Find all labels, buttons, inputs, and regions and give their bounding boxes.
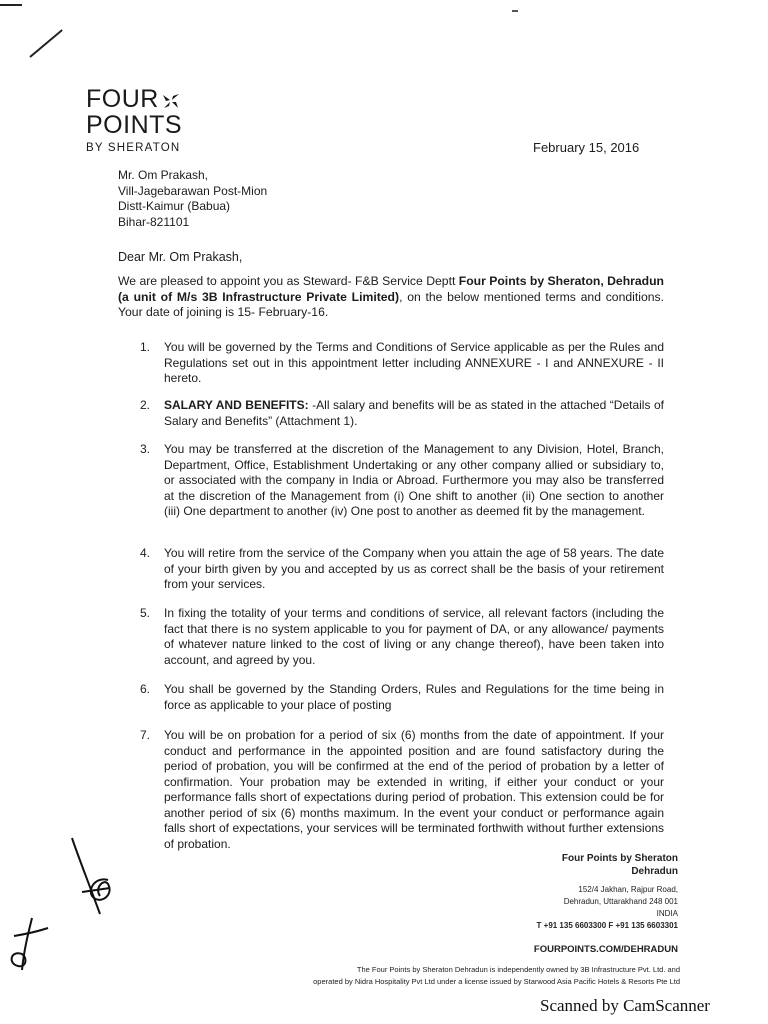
- clause-4: [140, 546, 664, 593]
- clause-number: 1.: [140, 340, 151, 354]
- clause-number: 3.: [140, 442, 151, 456]
- clause-1: [140, 340, 664, 387]
- footer-city: Dehradun: [631, 866, 678, 877]
- logo-star-icon: [161, 92, 181, 110]
- clause-heading: SALARY AND BENEFITS:: [164, 398, 309, 412]
- clause-text: You may be transferred at the discretion of the Management to any Division, Hotel, Branch, Department, Office, Establishment Undertaking or any other company allied or subsidiary to, or associated with the company in India or Abroad. Furthermore you may also be transferred at the discretion of the Management from (i) One shift to another (ii) One section to another (iii) One department to another (iv) One post to another as deemed fit by the management.: [164, 442, 664, 518]
- clause-3: [140, 442, 664, 520]
- logo-line-1: FOUR: [86, 85, 159, 113]
- initials-mark: [4, 914, 54, 974]
- recipient-address: [118, 168, 267, 230]
- address-line: Bihar-821101: [118, 214, 190, 229]
- footer-address-1: 152/4 Jakhan, Rajpur Road,: [578, 885, 678, 894]
- address-line: Distt-Kaimur (Babua): [118, 199, 231, 213]
- hotel-logo: [86, 86, 182, 154]
- clause-text: You shall be governed by the Standing Orders, Rules and Regulations for the time being in force as applicable to your place of posting: [164, 682, 664, 712]
- scan-mark: [0, 4, 22, 6]
- scanner-watermark: Scanned by CamScanner: [540, 996, 710, 1015]
- intro-paragraph: [118, 274, 664, 321]
- clause-text: You will retire from the service of the Company when you attain the age of 58 years. The date of your birth given by you and accepted by us as correct shall be the basis of your retirement from your services.: [164, 546, 664, 591]
- clause-text: In fixing the totality of your terms and conditions of service, all relevant factors (including the fact that there is no system applicable to you for payment of DA, or any allowance/ payments of whatever nature linked to the cost of living or any change thereof), have been taken into account, and agreed by you.: [164, 606, 664, 667]
- address-line: Vill-Jagebarawan Post-Mion: [118, 183, 268, 198]
- letter-date: February 15, 2016: [533, 140, 640, 155]
- clause-number: 6.: [140, 682, 151, 696]
- clause-number: 4.: [140, 546, 151, 560]
- clause-text: You will be governed by the Terms and Conditions of Service applicable as per the Rules and Regulations set out in this appointment letter including ANNEXURE - I and ANNEXURE - II hereto.: [164, 340, 664, 385]
- intro-text-end: , on the below mentioned terms and conditions. Your date of joining is 15- February-16.: [118, 289, 664, 319]
- address-line: Mr. Om Prakash,: [118, 168, 209, 182]
- clause-7: [140, 728, 664, 852]
- clause-number: 2.: [140, 398, 151, 412]
- intro-text: We are pleased to appoint you as Steward- F&B Service Deptt: [118, 274, 459, 288]
- intro-company: Four Points by Sheraton, Dehradun (a unit of M/s 3B Infrastructure Private Limited): [118, 274, 664, 304]
- footer-phones: T +91 135 6603300 F +91 135 6603301: [536, 921, 678, 930]
- clause-number: 5.: [140, 606, 151, 620]
- footer-website: FOURPOINTS.COM/DEHRADUN: [533, 944, 678, 955]
- scan-speck: [512, 10, 518, 12]
- ownership-disclaimer: [262, 964, 680, 988]
- salutation: Dear Mr. Om Prakash,: [118, 250, 243, 264]
- clause-5: [140, 606, 664, 668]
- clause-text: You will be on probation for a period of six (6) months from the date of appointment. If your conduct and performance in the appointed position and are found satisfactory during the period of probation, you will be confirmed at the end of the period of probation by a letter of confirmation. Your probation may be extended in writing, if either your conduct or your performance falls short of expectations during period of probation. This extension could be for another period of six (6) months maximum. In the event your conduct or performance again falls short of expectations, your services will be terminated forthwith without further extensions of probation.: [164, 728, 664, 851]
- footer-hotel-name: Four Points by Sheraton: [561, 853, 678, 864]
- clause-6: [140, 682, 664, 713]
- clause-text: [164, 398, 664, 429]
- clause-number: 7.: [140, 728, 151, 742]
- footer-country: INDIA: [656, 909, 678, 918]
- disclaimer-line: The Four Points by Sheraton Dehradun is independently owned by 3B Infrastructure Pvt. Ltd. and: [356, 965, 680, 974]
- clause-body: -All salary and benefits will be as stated in the attached “Details of Salary and Benefits” (Attachment 1).: [164, 398, 664, 428]
- disclaimer-line: operated by Nidra Hospitality Pvt Ltd under a license issued by Starwood Asia Pacific Hotels & Resorts Pte Ltd: [313, 977, 680, 986]
- footer-address-2: Dehradun, Uttarakhand 248 001: [563, 897, 678, 906]
- clause-2: [140, 398, 664, 429]
- signature-mark: [64, 836, 124, 918]
- hotel-footer: [500, 852, 678, 955]
- logo-line-2: POINTS: [86, 111, 183, 139]
- pen-mark: [29, 29, 62, 58]
- logo-line-3: BY SHERATON: [86, 142, 181, 154]
